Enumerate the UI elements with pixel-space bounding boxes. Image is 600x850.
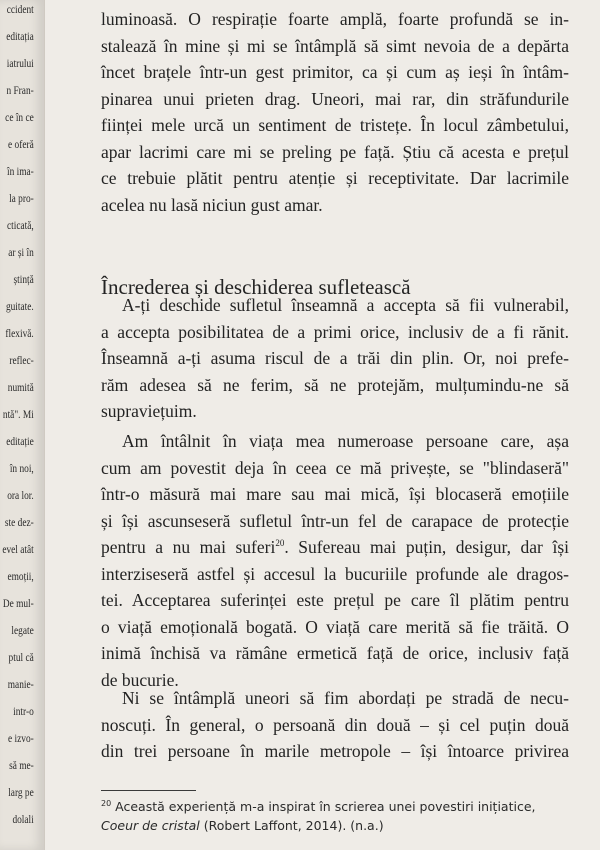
line-text: pentru a nu mai suferi [101,537,276,557]
facing-page-fragment: e izvo- [8,731,34,745]
text-line: ce trebuie plătit pentru atenție și receptivitate. Dar lacrimile [101,168,569,188]
facing-page-fragment: ora lor. [7,488,34,502]
facing-page-fragment: intr-o [13,704,34,718]
facing-page-fragment: emoții, [7,569,34,583]
text-line: interziseseră astfel și accesul la bucuriile profunde ale dragos- [101,563,569,584]
facing-page-fragment: la pro- [9,191,34,205]
facing-page-fragment: ccident [6,2,34,16]
facing-page-fragment: ntă". Mi [2,407,34,421]
text-line: răm adesea să ne ferim, să ne protejăm, mulțumindu-ne să [101,374,569,395]
facing-page-fragment: manie- [7,677,34,691]
facing-page-fragment: legate [11,623,34,637]
text-line: Înseamnă a-ți asuma riscul de a trăi din plin. Or, noi prefe- [101,348,569,368]
facing-page-fragment: larg pe [8,785,34,799]
paragraph-armored-people [101,428,569,693]
footnote-reference[interactable]: 20 [275,538,285,549]
section-heading: Încrederea și deschiderea sufletească [101,275,411,300]
text-line: inimă închisă va rămâne ermetică față de orice, inclusiv față [101,643,569,663]
paragraph-vulnerability [101,292,569,425]
facing-page-fragment: ce în ce [5,110,34,124]
text-line: cum am povestit deja în ceea ce mă privește, se "blindaseră" [101,457,569,478]
text-line: încet brațele într-un gest primitor, ca și cum aș ieși în întâm- [101,62,569,82]
text-line: și își ascunseseră sufletul într-un fel de carapace de protecție [101,510,569,531]
paragraph-top [101,6,569,218]
facing-page-fragment: iatrului [6,56,34,70]
text-line: A-ți deschide sufletul înseamnă a accepta să fii vulnerabil, [122,295,569,315]
text-line: luminoasă. O respirație foarte amplă, foarte profundă se in- [101,9,569,29]
facing-page-fragment: e oferă [8,137,34,151]
text-line: Ni se întâmplă uneori să fim abordați pe stradă de necu- [122,688,569,708]
footnote-text-after: (Robert Laffont, 2014). (n.a.) [199,818,384,833]
line-text: . Sufereau mai puțin, desigur, dar își [284,537,569,557]
facing-page-fragment: editația [6,29,34,43]
facing-page-fragment: cticată, [6,218,34,232]
facing-page-fragment: ștință [13,272,34,286]
facing-page-fragment: ar și în [8,245,34,259]
facing-page-fragment: ptul că [8,650,34,664]
text-line: supraviețuim. [101,401,197,421]
footnote [101,797,569,835]
text-line: pinarea unui prieten drag. Uneori, mai rar, din străfundurile [101,88,569,109]
facing-page-fragment: numită [7,380,34,394]
text-line: într-o măsură mai mare sau mai mică, își blocaseră emoțiile [101,484,569,504]
facing-page-fragment: guitate. [5,299,34,313]
text-line: apar lacrimi care mi se preling pe față. Știu că acesta e prețul [101,141,569,162]
text-line [101,534,569,561]
text-line: noscuți. În general, o persoană din două – și cel puțin două [101,714,569,735]
paragraph-strangers [101,685,569,765]
footnote-text-before: Această experiență m-a inspirat în scrierea unei povestiri inițiatice, [111,799,536,814]
facing-page-fragment: reflec- [9,353,34,367]
facing-page-fragment: flexivă. [5,326,34,340]
facing-page-fragment: în noi, [9,461,34,475]
text-line: stalează în mine și mi se întâmplă să simt nevoia de a depărta [101,35,569,56]
text-line: a accepta posibilitatea de a primi orice, inclusiv de a fi rănit. [101,321,569,342]
footnote-book-title: Coeur de cristal [101,818,200,833]
facing-page-fragment: n Fran- [6,83,34,97]
text-line: de bucurie. [101,669,179,690]
facing-page-fragment: să me- [9,758,34,772]
facing-page-fragment: în ima- [6,164,34,178]
footnote-number: 20 [101,798,112,808]
text-line: din trei persoane în marile metropole – își întoarce privirea [101,741,569,761]
text-line: ființei mele urcă un sentiment de tristețe. În locul zâmbetului, [101,115,569,135]
text-line: tei. Acceptarea suferinței este prețul pe care îl plătim pentru [101,590,569,610]
facing-page-fragment: evel atât [2,542,34,556]
footnote-separator [101,790,196,791]
text-line: Am întâlnit în viața mea numeroase persoane care, așa [122,431,569,451]
text-line: acelea nu lasă niciun gust amar. [101,194,323,215]
facing-page-fragment: ste dez- [4,515,34,529]
facing-page-fragment: editație [6,434,34,448]
text-line: o viață emoțională bogată. O viață care merită să fie trăită. O [101,616,569,637]
facing-page-fragment: dolali [12,812,34,826]
facing-page-fragment: De mul- [2,596,34,610]
